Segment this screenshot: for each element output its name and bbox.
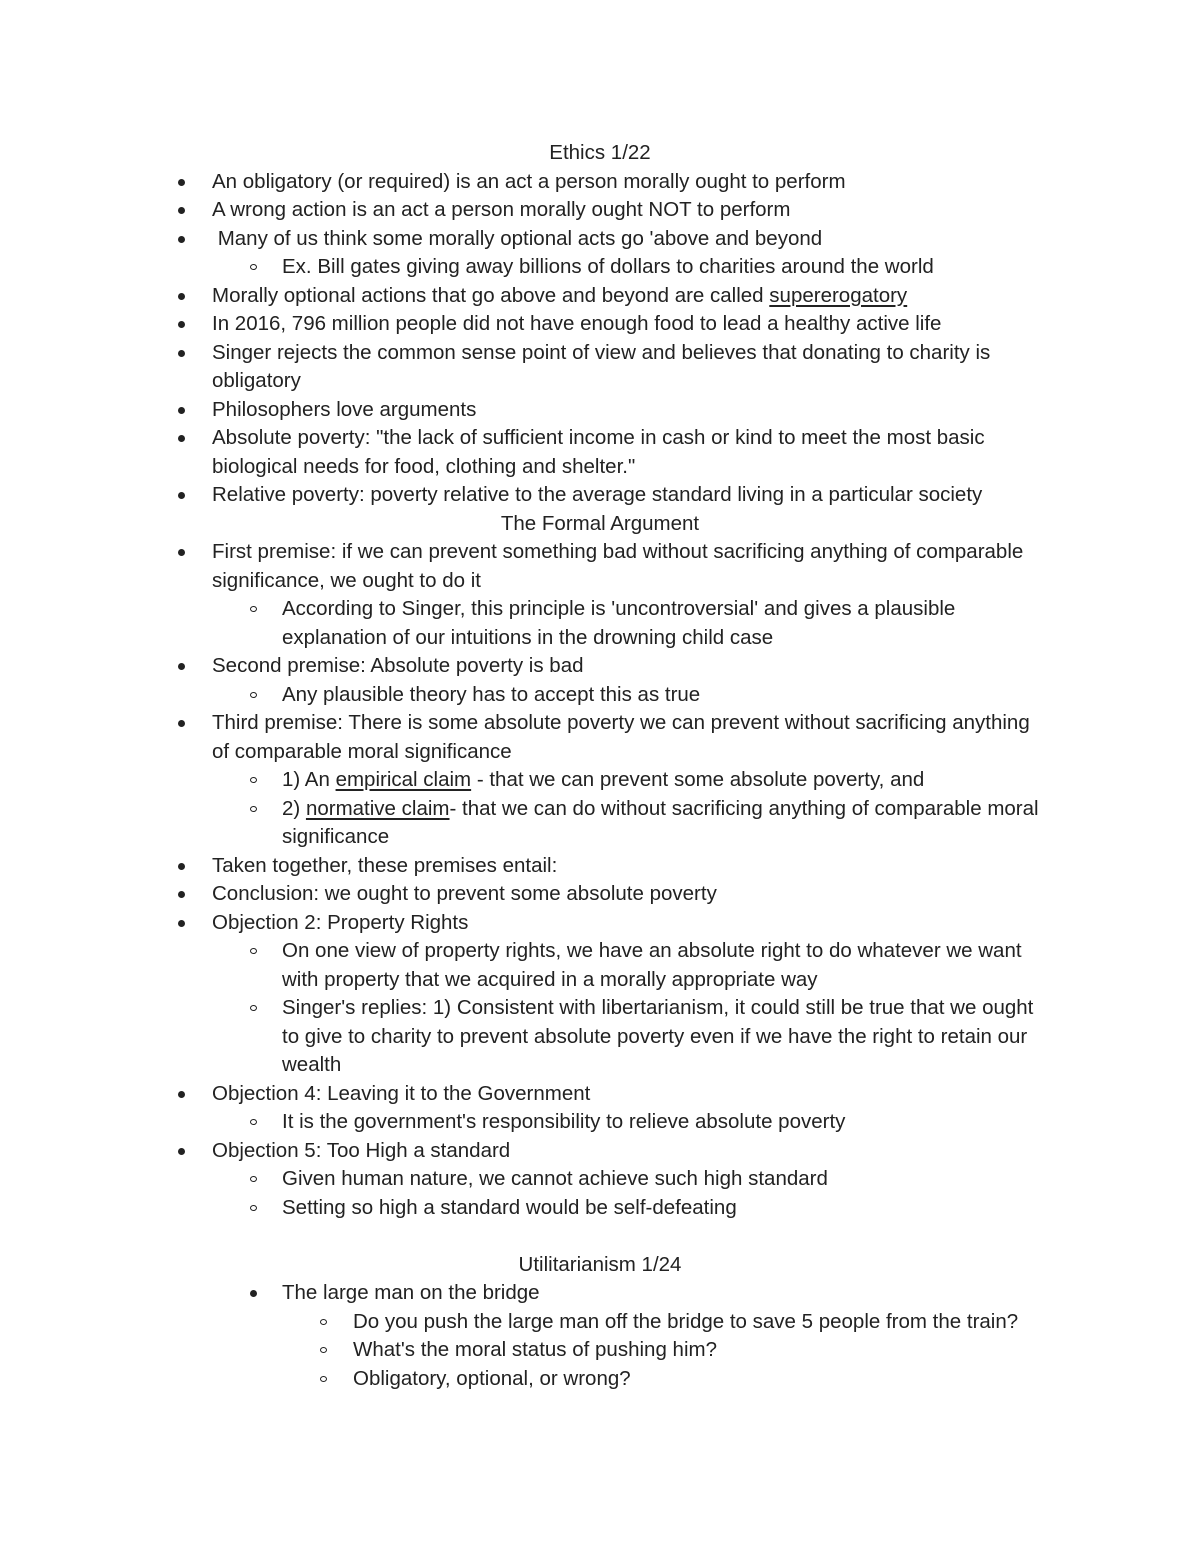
list-item: What's the moral status of pushing him?	[0, 1336, 1093, 1365]
bullet-icon	[178, 720, 185, 727]
list-item: 1) An empirical claim - that we can prevent some absolute poverty, and	[0, 766, 1042, 795]
list-item: It is the government's responsibility to relieve absolute poverty	[0, 1108, 1042, 1137]
circle-bullet-icon	[250, 806, 257, 812]
bullet-icon	[178, 663, 185, 670]
utilitarianism-list	[0, 1279, 1200, 1393]
list-item: In 2016, 796 million people did not have enough food to lead a healthy active life	[0, 310, 1042, 339]
list-item: 2) normative claim- that we can do without sacrificing anything of comparable moral significance	[0, 795, 1042, 852]
formal-argument-heading: The Formal Argument	[500, 511, 700, 535]
circle-bullet-icon	[250, 777, 257, 783]
circle-bullet-icon	[320, 1376, 327, 1382]
list-item: First premise: if we can prevent something bad without sacrificing anything of comparable significance, we ought to do it	[0, 538, 1042, 595]
bullet-icon	[178, 179, 185, 186]
circle-bullet-icon	[250, 1205, 257, 1211]
underlined-term: empirical claim	[335, 768, 472, 791]
underlined-term: normative claim	[305, 796, 450, 820]
bullet-icon	[250, 1290, 257, 1297]
list-item: Any plausible theory has to accept this as true	[0, 681, 1042, 710]
list-item: Setting so high a standard would be self-defeating	[0, 1194, 1042, 1223]
bullet-icon	[178, 891, 185, 898]
list-item: Philosophers love arguments	[0, 396, 1042, 425]
bullet-icon	[178, 435, 185, 442]
circle-bullet-icon	[250, 948, 257, 954]
list-item: An obligatory (or required) is an act a person morally ought to perform	[0, 168, 1042, 197]
list-item: Third premise: There is some absolute poverty we can prevent without sacrificing anything of comparable moral significance	[0, 709, 1042, 766]
circle-bullet-icon	[250, 1119, 257, 1125]
circle-bullet-icon	[250, 606, 257, 612]
list-item: Many of us think some morally optional acts go 'above and beyond	[0, 225, 1042, 254]
list-item: On one view of property rights, we have an absolute right to do whatever we want with property that we acquired in a morally appropriate way	[0, 937, 1042, 994]
list-item: Second premise: Absolute poverty is bad	[0, 652, 1042, 681]
list-item: Ex. Bill gates giving away billions of dollars to charities around the world	[0, 253, 1042, 282]
list-item: A wrong action is an act a person morally ought NOT to perform	[0, 196, 1042, 225]
list-item: Singer's replies: 1) Consistent with libertarianism, it could still be true that we ought to give to charity to prevent absolute poverty even if we have the right to retain our wealth	[0, 994, 1042, 1080]
bullet-icon	[178, 207, 185, 214]
ethics-list	[0, 168, 1200, 510]
formal-argument-list	[0, 538, 1200, 1222]
underlined-term: supererogatory	[769, 283, 908, 307]
list-item: Relative poverty: poverty relative to the average standard living in a particular society	[0, 481, 1042, 510]
document-page	[0, 139, 1200, 1393]
bullet-icon	[178, 407, 185, 414]
bullet-icon	[178, 293, 185, 300]
list-item: Singer rejects the common sense point of view and believes that donating to charity is obligatory	[0, 339, 1042, 396]
utilitarianism-heading: Utilitarianism 1/24	[518, 1252, 682, 1276]
circle-bullet-icon	[250, 692, 257, 698]
bullet-icon	[178, 549, 185, 556]
list-item: Objection 5: Too High a standard	[0, 1137, 1042, 1166]
circle-bullet-icon	[320, 1347, 327, 1353]
list-item: The large man on the bridge	[0, 1279, 1082, 1308]
list-item: Conclusion: we ought to prevent some absolute poverty	[0, 880, 1042, 909]
bullet-icon	[178, 1091, 185, 1098]
bullet-icon	[178, 863, 185, 870]
bullet-icon	[178, 321, 185, 328]
circle-bullet-icon	[320, 1319, 327, 1325]
circle-bullet-icon	[250, 1005, 257, 1011]
bullet-icon	[178, 236, 185, 243]
circle-bullet-icon	[250, 1176, 257, 1182]
circle-bullet-icon	[250, 264, 257, 270]
list-item: According to Singer, this principle is 'uncontroversial' and gives a plausible explanation of our intuitions in the drowning child case	[0, 595, 1042, 652]
list-item: Morally optional actions that go above and beyond are called supererogatory	[0, 282, 1042, 311]
bullet-icon	[178, 1148, 185, 1155]
list-item: Do you push the large man off the bridge to save 5 people from the train?	[0, 1308, 1093, 1337]
list-item: Obligatory, optional, or wrong?	[0, 1365, 1093, 1394]
ethics-heading: Ethics 1/22	[549, 141, 651, 164]
list-item: Taken together, these premises entail:	[0, 852, 1042, 881]
bullet-icon	[178, 350, 185, 357]
bullet-icon	[178, 492, 185, 499]
list-item: Given human nature, we cannot achieve such high standard	[0, 1165, 1042, 1194]
list-item: Objection 2: Property Rights	[0, 909, 1042, 938]
bullet-icon	[178, 920, 185, 927]
list-item: Absolute poverty: "the lack of sufficient income in cash or kind to meet the most basic biological needs for food, clothing and shelter."	[0, 424, 1042, 481]
list-item: Objection 4: Leaving it to the Government	[0, 1080, 1042, 1109]
